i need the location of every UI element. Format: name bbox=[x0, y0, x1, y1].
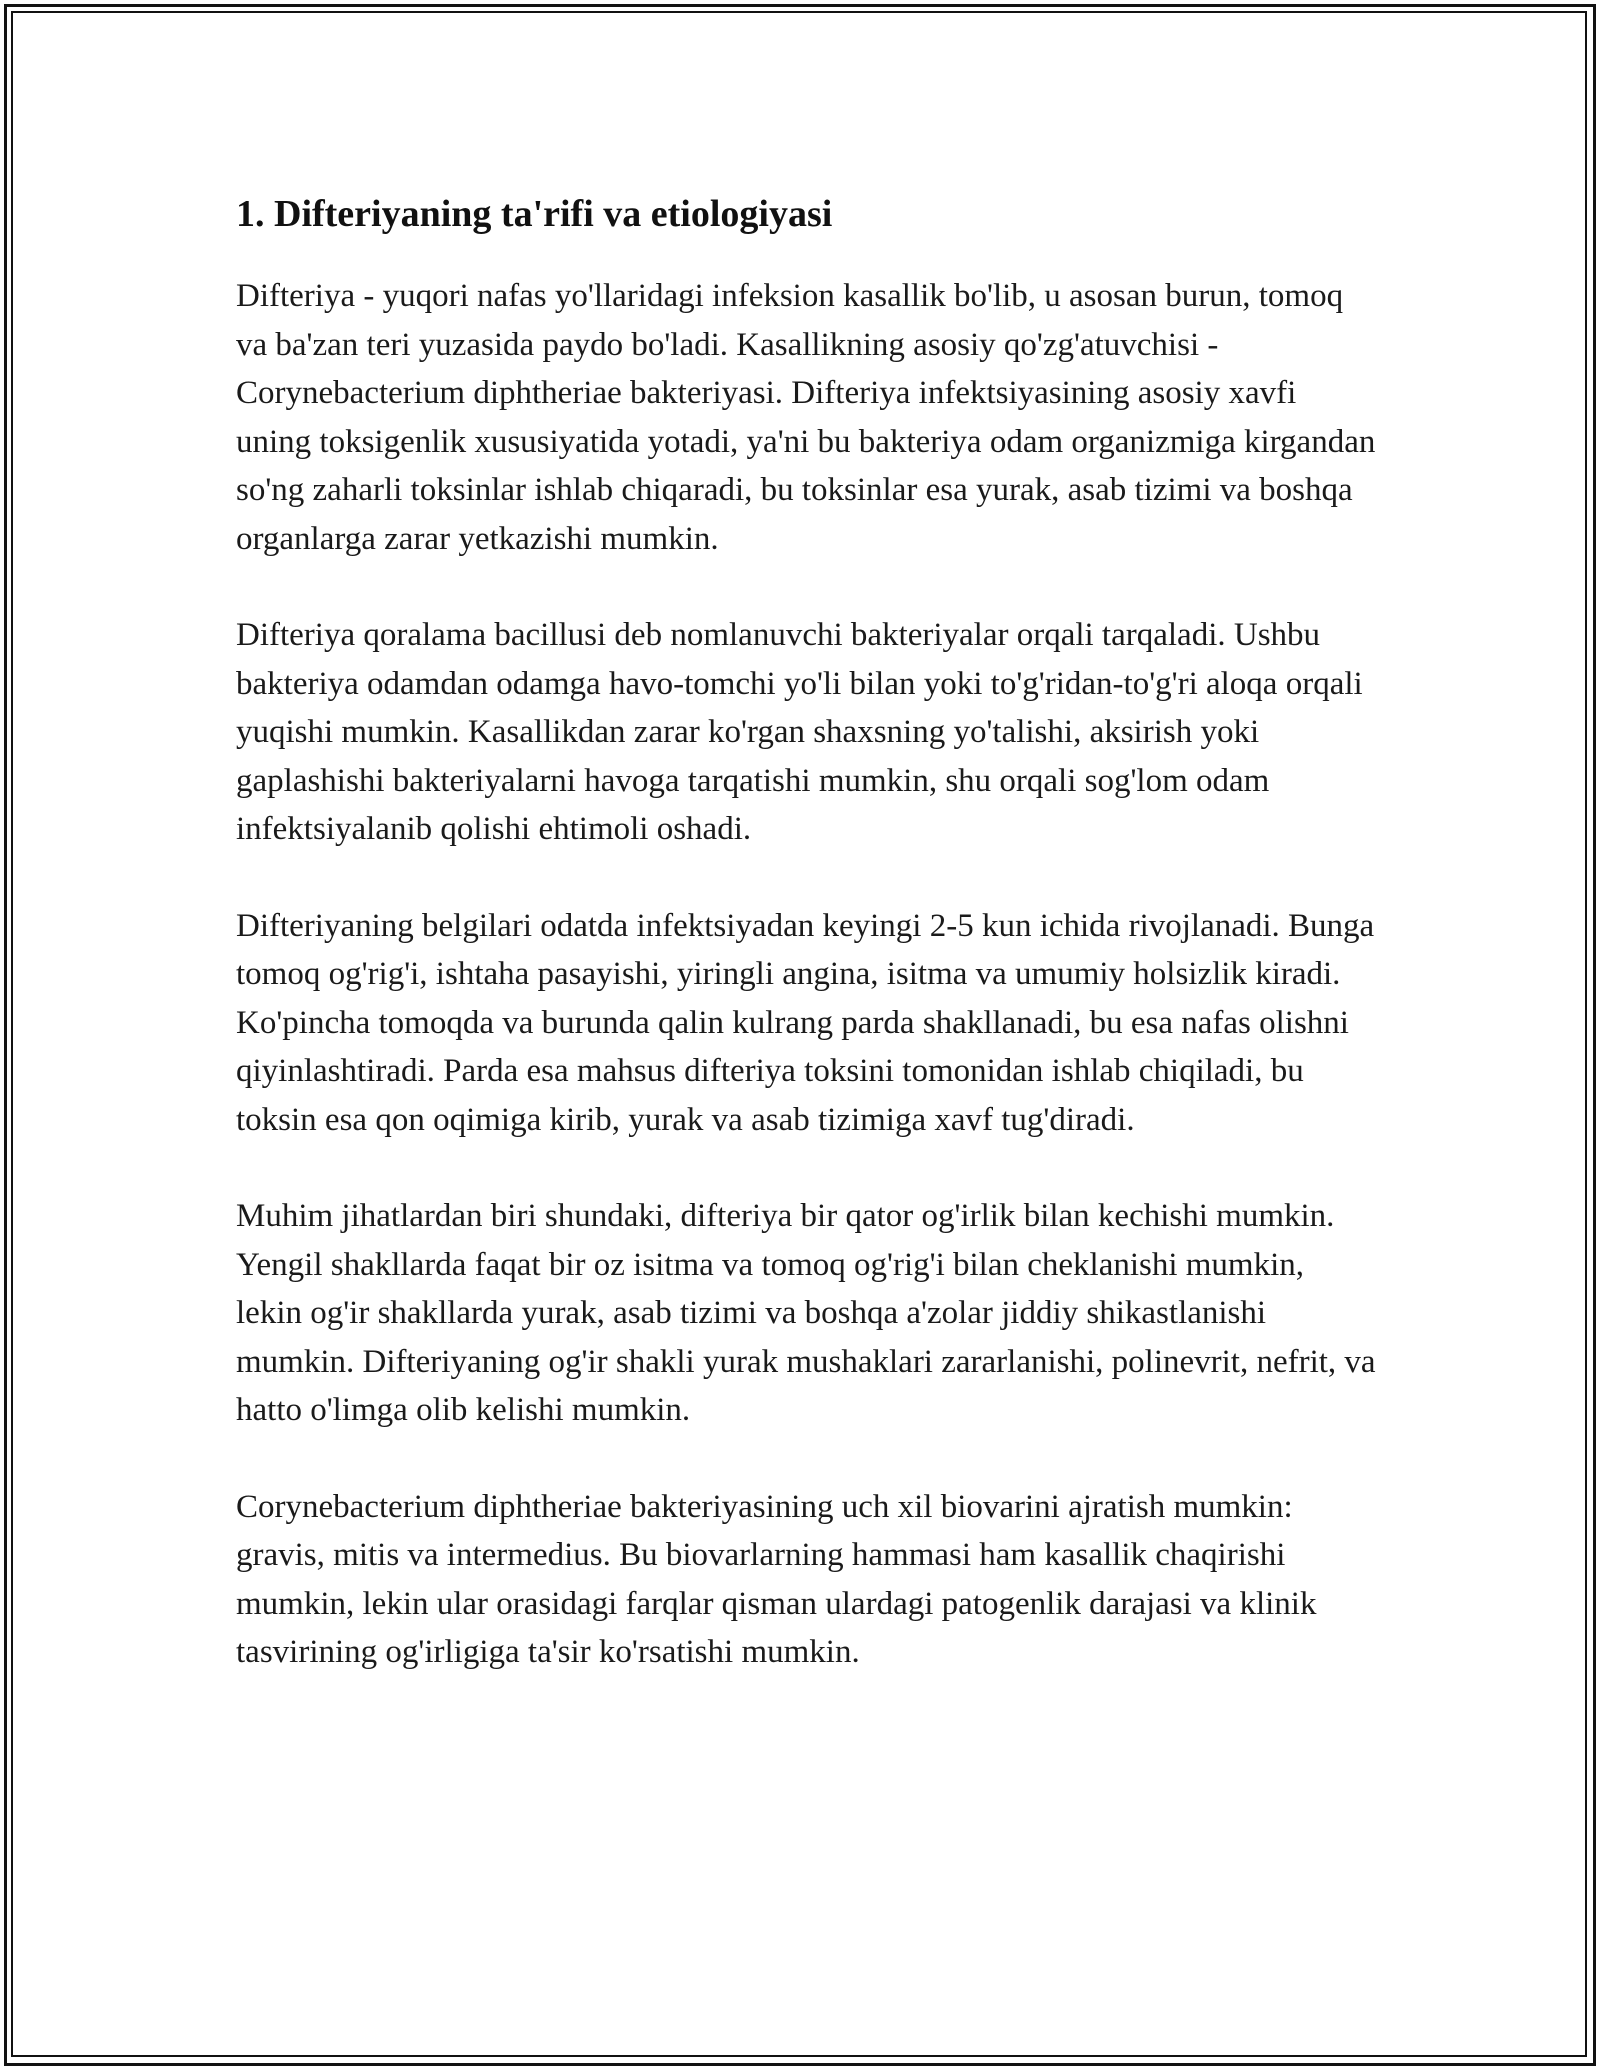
paragraph-definition: Difteriya - yuqori nafas yo'llaridagi infeksion kasallik bo'lib, u asosan burun, tomoq va ba'zan teri yuzasida paydo bo'ladi. Kasallikning asosiy qo'zg'atuvchisi - Corynebacterium diphtheriae bakteriyasi. Difteriya infektsiyasining asosiy xavfi uning toksigenlik xususiyatida yotadi, ya'ni bu bakteriya odam organizmiga kirgandan so'ng zaharli toksinlar ishlab chiqaradi, bu toksinlar esa yurak, asab tizimi va boshqa organlarga zarar yetkazishi mumkin. bbox=[236, 278, 1376, 557]
paragraph-symptoms: Difteriyaning belgilari odatda infektsiyadan keyingi 2-5 kun ichida rivojlanadi. Bunga tomoq og'rig'i, ishtaha pasayishi, yiringli angina, isitma va umumiy holsizlik kiradi. Ko'pincha tomoqda va burunda qalin kulrang parda shakllanadi, bu esa nafas olishni qiyinlashtiradi. Parda esa mahsus difteriya toksini tomonidan ishlab chiqiladi, bu toksin esa qon oqimiga kirib, yurak va asab tizimiga xavf tug'diradi. bbox=[236, 907, 1375, 1138]
paragraph-biovars: Corynebacterium diphtheriae bakteriyasining uch xil biovarini ajratish mumkin: gravis, mitis va intermedius. Bu biovarlarning hammasi ham kasallik chaqirishi mumkin, lekin ular orasidagi farqlar qisman ulardagi patogenlik darajasi va klinik tasvirining og'irligiga ta'sir ko'rsatishi mumkin. bbox=[236, 1488, 1317, 1670]
document-body bbox=[236, 186, 1376, 1725]
paragraph-transmission: Difteriya qoralama bacillusi deb nomlanuvchi bakteriyalar orqali tarqaladi. Ushbu bakteriya odamdan odamga havo-tomchi yo'li bilan yoki to'g'ridan-to'g'ri aloqa orqali yuqishi mumkin. Kasallikdan zarar ko'rgan shaxsning yo'talishi, aksirish yoki gaplashishi bakteriyalarni havoga tarqatishi mumkin, shu orqali sog'lom odam infektsiyalanib qolishi ehtimoli oshadi. bbox=[236, 617, 1363, 847]
paragraph-severity: Muhim jihatlardan biri shundaki, difteriya bir qator og'irlik bilan kechishi mumkin. Yengil shakllarda faqat bir oz isitma va tomoq og'rig'i bilan cheklanishi mumkin, lekin og'ir shakllarda yurak, asab tizimi va boshqa a'zolar jiddiy shikastlanishi mumkin. Difteriyaning og'ir shakli yurak mushaklari zararlanishi, polinevrit, nefrit, va hatto o'limga olib kelishi mumkin. bbox=[236, 1198, 1376, 1428]
section-heading: 1. Difteriyaning ta'rifi va etiologiyasi bbox=[236, 193, 833, 235]
